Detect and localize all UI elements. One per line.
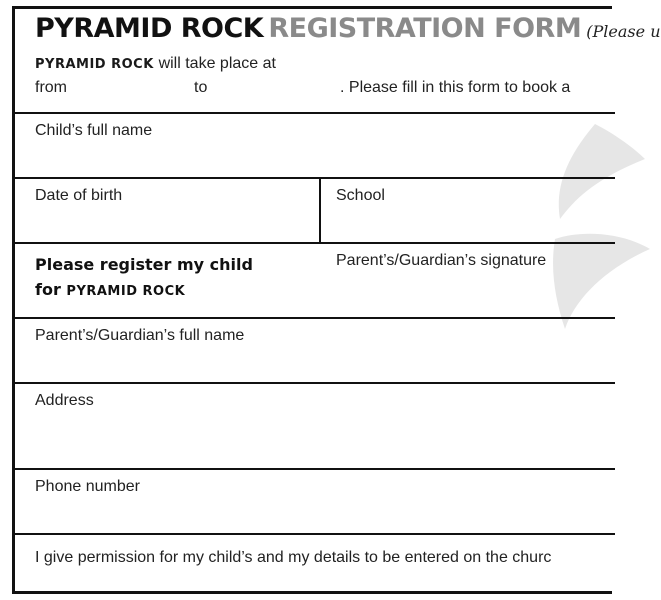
registration-form — [12, 6, 661, 594]
register-signature-row — [15, 242, 615, 317]
guardian-name-label: Parent’s/Guardian’s full name — [35, 327, 245, 344]
guardian-signature-label: Parent’s/Guardian’s signature — [336, 252, 547, 269]
phone-label: Phone number — [35, 478, 140, 495]
permission-text: I give permission for my child’s and my details to be entered on the churc — [35, 549, 552, 566]
school-label: School — [336, 187, 385, 204]
permission-row — [15, 533, 615, 597]
form-header — [15, 9, 661, 112]
intro-text: will take place at — [158, 55, 276, 72]
column-divider — [319, 179, 321, 242]
register-child-text — [35, 252, 253, 304]
from-label: from — [35, 79, 67, 96]
intro-line — [35, 54, 276, 73]
child-name-row[interactable] — [15, 112, 615, 177]
register-for: for — [35, 280, 61, 299]
title-brand: PYRAMID ROCK — [35, 13, 264, 44]
date-of-birth-label: Date of birth — [35, 187, 123, 204]
dob-school-row — [15, 177, 615, 242]
address-row[interactable] — [15, 382, 615, 468]
register-line1: Please register my child — [35, 255, 253, 274]
guardian-name-row[interactable] — [15, 317, 615, 382]
title-form-name: REGISTRATION FORM — [268, 13, 582, 44]
booking-text: . Please fill in this form to book a — [340, 79, 571, 96]
form-title — [35, 13, 661, 44]
address-label: Address — [35, 392, 94, 409]
to-label: to — [194, 79, 208, 96]
title-note: (Please u — [586, 22, 661, 41]
phone-row[interactable] — [15, 468, 615, 533]
intro-brand: PYRAMID ROCK — [35, 57, 154, 72]
child-name-label: Child’s full name — [35, 122, 153, 139]
register-brand: PYRAMID ROCK — [66, 284, 186, 299]
